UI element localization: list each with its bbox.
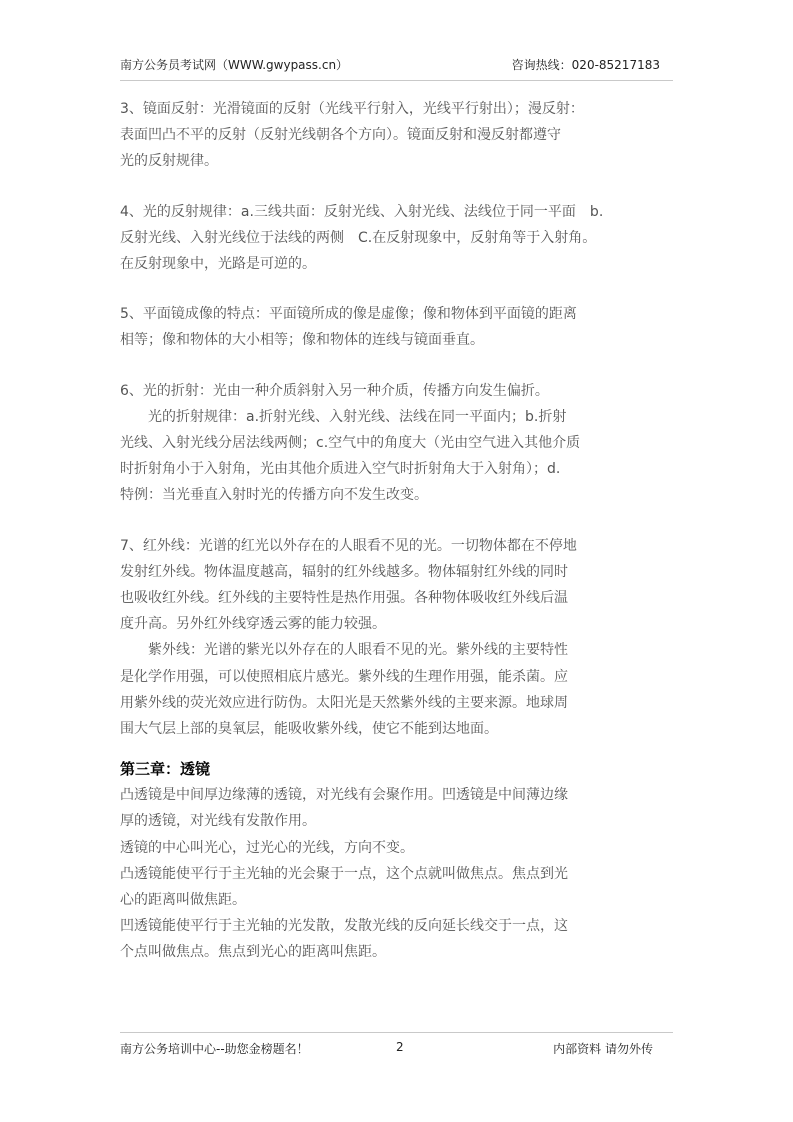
- paragraph-reflection-law: [120, 199, 673, 278]
- header-hotline: 咨询热线：020-85217183: [511, 58, 660, 72]
- text-line: 光的反射规律。: [120, 153, 218, 170]
- page-footer: [120, 1040, 673, 1060]
- text-line: 凸透镜是中间厚边缘薄的透镜，对光线有会聚作用。凹透镜是中间薄边缘: [120, 787, 568, 804]
- text-line: 凹透镜能使平行于主光轴的光发散，发散光线的反向延长线交于一点，这: [120, 918, 568, 935]
- chapter-title: 第三章：透镜: [120, 760, 211, 779]
- paragraph-infrared-ultraviolet: [120, 533, 673, 743]
- text-line: 也吸收红外线。红外线的主要特性是热作用强。各种物体吸收红外线后温: [120, 590, 568, 607]
- footer-slogan: 南方公务培训中心--助您金榜题名！: [120, 1042, 309, 1056]
- text-line: 表面凹凸不平的反射（反射光线朝各个方向）。镜面反射和漫反射都遵守: [120, 127, 561, 144]
- page-header: [120, 56, 660, 78]
- page-number: 2: [396, 1040, 404, 1054]
- text-line: 围大气层上部的臭氧层，能吸收紫外线，使它不能到达地面。: [120, 721, 498, 738]
- text-line: 相等；像和物体的大小相等；像和物体的连线与镜面垂直。: [120, 332, 484, 349]
- text-line: 光线、入射光线分居法线两侧；c.空气中的角度大（光由空气进入其他介质: [120, 435, 581, 452]
- document-body: [120, 96, 673, 966]
- chapter-lens-content: [120, 782, 673, 965]
- text-line: 4、光的反射规律：a.三线共面：反射光线、入射光线、法线位于同一平面 b.: [120, 203, 604, 220]
- text-line: 6、光的折射：光由一种介质斜射入另一种介质，传播方向发生偏折。: [120, 382, 549, 399]
- header-site-name: 南方公务员考试网（WWW.gwypass.cn）: [120, 58, 349, 72]
- text-line: 透镜的中心叫光心，过光心的光线，方向不变。: [120, 839, 414, 856]
- text-line: 光的折射规律：a.折射光线、入射光线、法线在同一平面内；b.折射: [120, 408, 567, 425]
- footer-divider: [120, 1032, 673, 1033]
- text-line: 凸透镜能使平行于主光轴的光会聚于一点，这个点就叫做焦点。焦点到光: [120, 865, 568, 882]
- footer-notice: 内部资料 请勿外传: [553, 1042, 653, 1056]
- paragraph-mirror-reflection: [120, 96, 673, 175]
- text-line: 心的距离叫做焦距。: [120, 892, 246, 909]
- text-line: 特例：当光垂直入射时光的传播方向不发生改变。: [120, 487, 428, 504]
- text-line: 时折射角小于入射角，光由其他介质进入空气时折射角大于入射角）；d.: [120, 461, 561, 478]
- text-line: 发射红外线。物体温度越高，辐射的红外线越多。物体辐射红外线的同时: [120, 563, 568, 580]
- text-line: 5、平面镜成像的特点：平面镜所成的像是虚像；像和物体到平面镜的距离: [120, 306, 577, 323]
- header-divider: [120, 80, 673, 81]
- text-line: 是化学作用强，可以使照相底片感光。紫外线的生理作用强，能杀菌。应: [120, 668, 568, 685]
- paragraph-refraction: [120, 378, 673, 509]
- text-line: 个点叫做焦点。焦点到光心的距离叫焦距。: [120, 944, 386, 961]
- text-line: 厚的透镜，对光线有发散作用。: [120, 813, 316, 830]
- text-line: 反射光线、入射光线位于法线的两侧 C.在反射现象中，反射角等于入射角。: [120, 229, 597, 246]
- text-line: 用紫外线的荧光效应进行防伪。太阳光是天然紫外线的主要来源。地球周: [120, 694, 568, 711]
- text-line: 度升高。另外红外线穿透云雾的能力较强。: [120, 616, 386, 633]
- text-line: 在反射现象中，光路是可逆的。: [120, 256, 316, 273]
- text-line: 紫外线：光谱的紫光以外存在的人眼看不见的光。紫外线的主要特性: [120, 642, 568, 659]
- paragraph-plane-mirror: [120, 301, 673, 353]
- text-line: 3、镜面反射：光滑镜面的反射（光线平行射入，光线平行射出）；漫反射：: [120, 101, 584, 117]
- text-line: 7、红外线：光谱的红光以外存在的人眼看不见的光。一切物体都在不停地: [120, 537, 577, 554]
